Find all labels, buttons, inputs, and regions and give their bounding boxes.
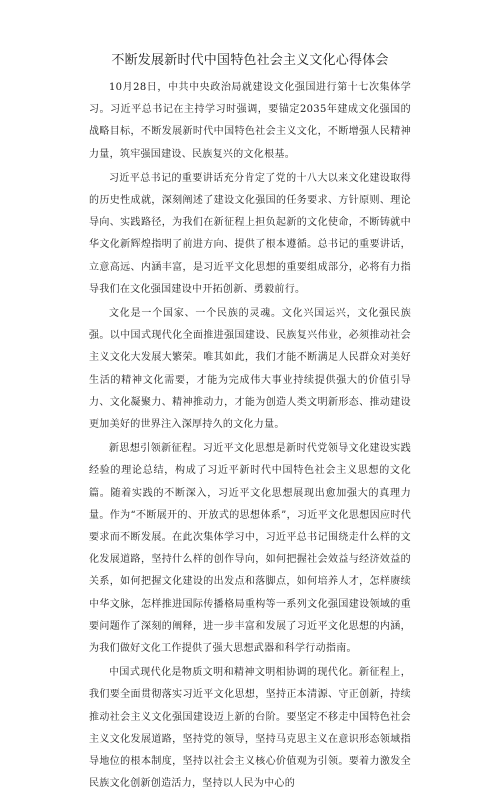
paragraph-2: 习近平总书记的重要讲话充分肯定了党的十八大以来文化建设取得的历史性成就，深刻阐述了建设文化强国的任务要求、方针原则、理论导向、实践路径，为我们在新征程上担负起新的文化使命，不断铸就中华文化新辉煌指明了前进方向、提供了根本遵循。总书记的重要讲话，立意高远、内涵丰富，是习近平文化思想的重要组成部分，必将有力指导我们在文化强国建设中开拓创新、勇毅前行。 [89,172,411,295]
document-body [89,52,411,798]
paragraph-4: 新思想引领新征程。习近平文化思想是新时代党领导文化建设实践经验的理论总结，构成了习近平新时代中国特色社会主义思想的文化篇。随着实践的不断深入，习近平文化思想展现出愈加强大的真理力量。作为“不断展开的、开放式的思想体系”，习近平文化思想因应时代要求而不断发展。在此次集体学习中，习近平总书记围绕走什么样的文化发展道路，坚持什么样的创作导向，如何把握社会效益与经济效益的关系，如何把握文化建设的出发点和落脚点，如何培养人才，怎样赓续中华文脉，怎样推进国际传播格局重构等一系列文化强国建设领域的重要问题作了深刻的阐释，进一步丰富和发展了习近平文化思想的内涵，为我们做好文化工作提供了强大思想武器和科学行动指南。 [89,443,411,655]
paragraph-1: 10月28日，中共中央政治局就建设文化强国进行第十七次集体学习。习近平总书记在主持学习时强调，要锚定2035年建成文化强国的战略目标，不断发展新时代中国特色社会主义文化，不断增强人民精神力量，筑牢强国建设、民族复兴的文化根基。 [89,82,411,160]
paragraph-3: 文化是一个国家、一个民族的灵魂。文化兴国运兴，文化强民族强。以中国式现代化全面推进强国建设、民族复兴伟业，必须推动社会主义文化大发展大繁荣。唯其如此，我们才能不断满足人民群众对美好生活的精神文化需要，才能为完成伟大事业持续提供强大的价值引导力、文化凝聚力、精神推动力，才能为创造人类文明新形态、推动建设更加美好的世界注入深厚持久的文化力量。 [89,308,411,431]
paragraph-5: 中国式现代化是物质文明和精神文明相协调的现代化。新征程上，我们要全面贯彻落实习近平文化思想，坚持正本清源、守正创新，持续推动社会主义文化强国建设迈上新的台阶。要坚定不移走中国特色社会主义文化发展道路，坚持党的领导，坚持马克思主义在意识形态领域指导地位的根本制度，坚持以社会主义核心价值观为引领。要着力激发全民族文化创新创造活力，坚持以人民为中心的 [89,667,411,790]
document-title: 不断发展新时代中国特色社会主义文化心得体会 [111,53,389,68]
